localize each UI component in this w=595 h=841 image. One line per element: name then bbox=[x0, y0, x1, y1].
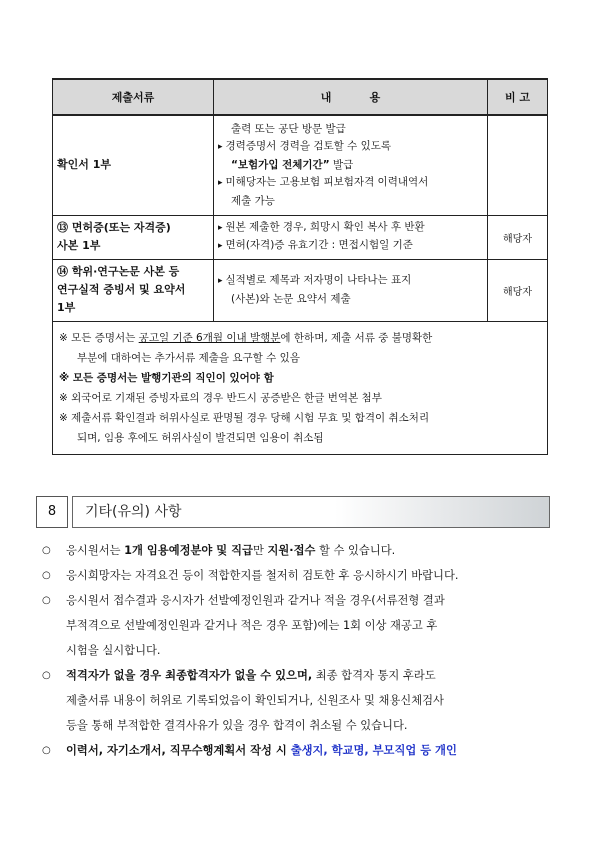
table-row bbox=[53, 215, 548, 259]
table-header-row bbox=[53, 79, 548, 115]
row-remark: 해당자 bbox=[488, 259, 548, 321]
section-header bbox=[36, 496, 548, 526]
section-title: 기타(유의) 사항 bbox=[85, 504, 182, 520]
note-1: ※ 모든 증명서는 공고일 기준 6개월 이내 발행분에 한하며, 제출 서류 중 불명확한 bbox=[59, 331, 433, 344]
circle-bullet-icon: ○ bbox=[42, 595, 51, 606]
list-item: ○ 적격자가 없을 경우 최종합격자가 없을 수 있으며, 최종 합격자 통지 후라도 제출서류 내용이 허위로 기록되었음이 확인되거나, 신원조사 및 채용신체검사 등을 통해 부적합한 결격사유가 있을 경우 합격이 취소될 수 있습니다. bbox=[40, 663, 562, 738]
row-label: ⑬ 면허증(또는 자격증) 사본 1부 bbox=[53, 215, 214, 259]
notice-list bbox=[40, 538, 562, 763]
list-item: ○ 응시원서 접수결과 응시자가 선발예정인원과 같거나 적을 경우(서류전형 결과 부적격으로 선발예정인원과 같거나 적은 경우 포함)에는 1회 이상 재공고 후 시험을 실시합니다. bbox=[40, 588, 562, 663]
note-3: ※ 외국어로 기재된 증빙자료의 경우 반드시 공증받은 한글 번역본 첨부 bbox=[59, 391, 382, 404]
note-1-cont: 부분에 대하여는 추가서류 제출을 요구할 수 있음 bbox=[77, 351, 300, 364]
list-item: ○ 응시희망자는 자격요건 등이 적합한지를 철저히 검토한 후 응시하시기 바랍니다. bbox=[40, 563, 562, 588]
section-title-bar bbox=[72, 496, 550, 528]
header-remark: 비 고 bbox=[488, 79, 548, 115]
note-2: ※ 모든 증명서는 발행기관의 직인이 있어야 함 bbox=[59, 371, 274, 384]
circle-bullet-icon: ○ bbox=[42, 670, 51, 681]
row-content: ▸ 원본 제출한 경우, 희망시 확인 복사 후 반환 ▸ 면허(자격)증 유효기간 : 면접시험일 기준 bbox=[214, 215, 488, 259]
submission-documents-table bbox=[52, 78, 548, 455]
header-content: 내 용 bbox=[214, 79, 488, 115]
row-remark bbox=[488, 115, 548, 215]
note-4: ※ 제출서류 확인결과 허위사실로 판명될 경우 당해 시험 무효 및 합격이 취소처리 bbox=[59, 411, 430, 424]
row-content: ▸ 실적별로 제목과 저자명이 나타나는 표지 (사본)와 논문 요약서 제출 bbox=[214, 259, 488, 321]
header-documents: 제출서류 bbox=[53, 79, 214, 115]
table-row bbox=[53, 115, 548, 215]
circle-bullet-icon: ○ bbox=[42, 545, 51, 556]
row-remark: 해당자 bbox=[488, 215, 548, 259]
list-item: ○ 이력서, 자기소개서, 직무수행계획서 작성 시 출생지, 학교명, 부모직업 등 개인 bbox=[40, 738, 562, 763]
circle-bullet-icon: ○ bbox=[42, 745, 51, 756]
row-label: ⑭ 학위·연구논문 사본 등 연구실적 증빙서 및 요약서 1부 bbox=[53, 259, 214, 321]
notes-row bbox=[53, 321, 548, 454]
circle-bullet-icon: ○ bbox=[42, 570, 51, 581]
row-label: 확인서 1부 bbox=[53, 115, 214, 215]
notes-cell bbox=[53, 321, 548, 454]
note-4-cont: 되며, 임용 후에도 허위사실이 발견되면 임용이 취소됨 bbox=[77, 431, 324, 444]
table-row bbox=[53, 259, 548, 321]
list-item: ○ 응시원서는 1개 임용예정분야 및 직급만 지원·접수 할 수 있습니다. bbox=[40, 538, 562, 563]
section-number: 8 bbox=[36, 496, 68, 528]
row-content: 출력 또는 공단 방문 발급 ▸ 경력증명서 경력을 검토할 수 있도록 “보험가입 전체기간” 발급 ▸ 미해당자는 고용보험 피보험자격 이력내역서 제출 가능 bbox=[214, 115, 488, 215]
